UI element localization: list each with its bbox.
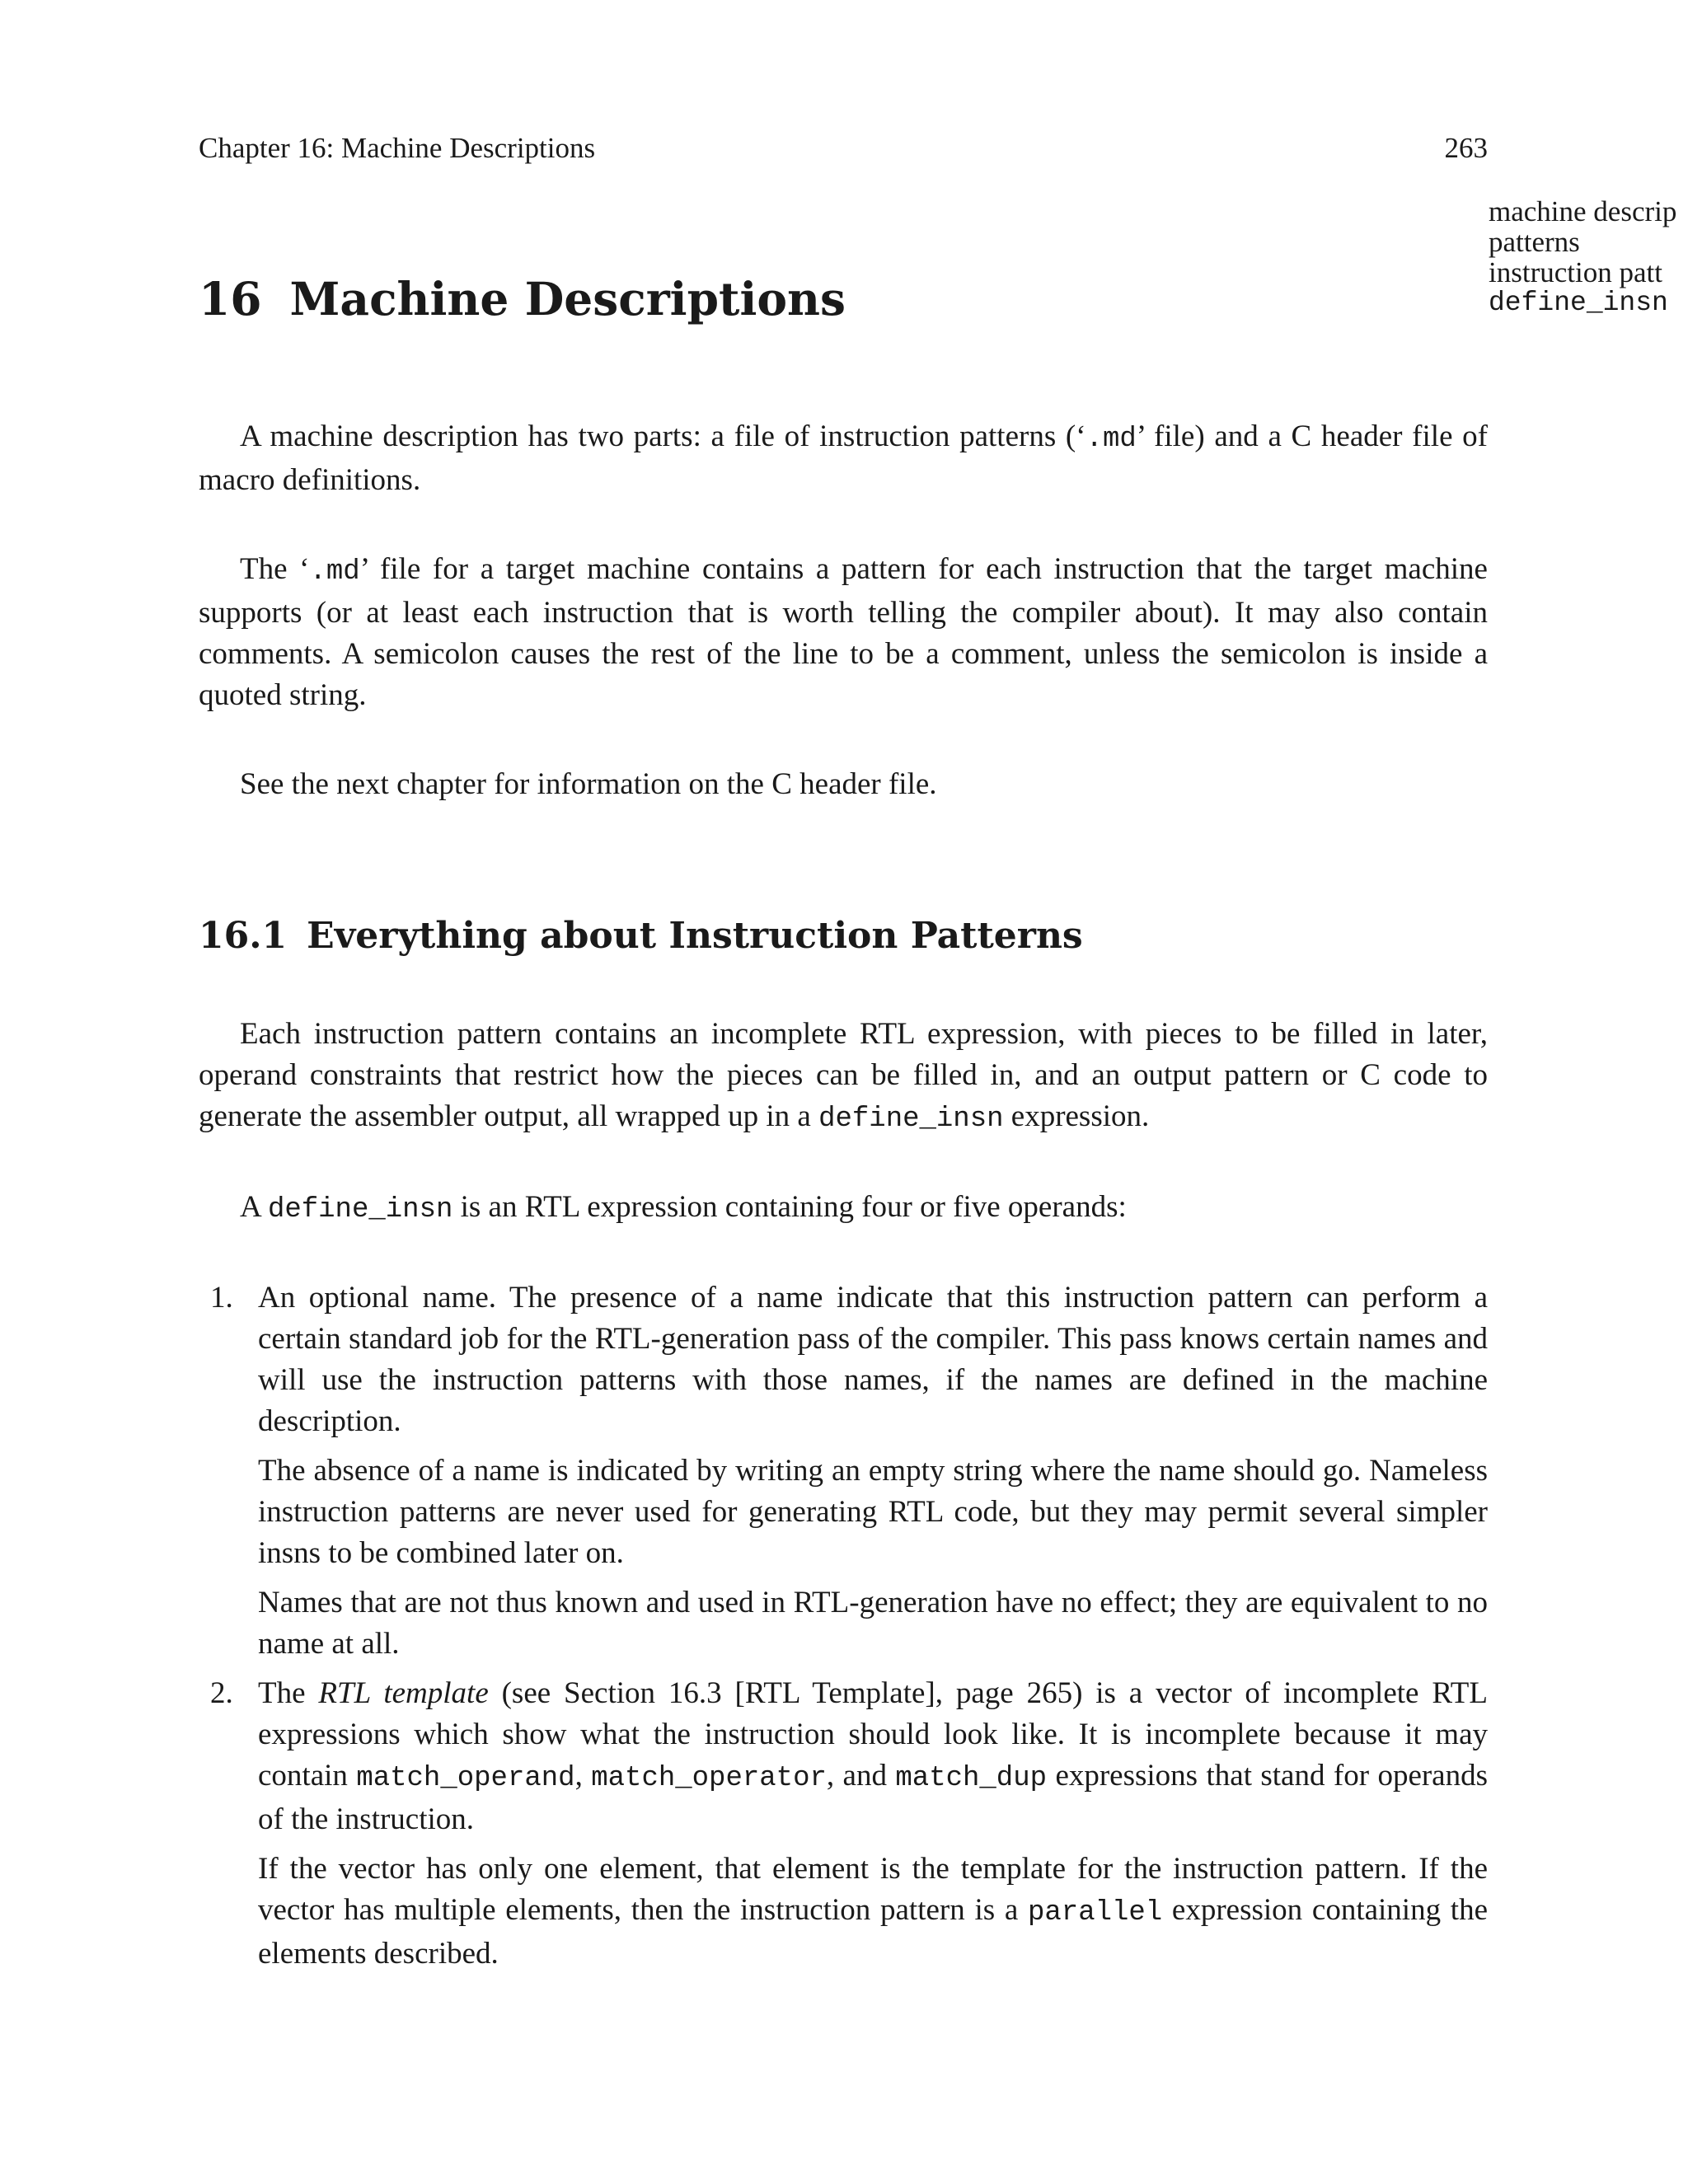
text-run: , and xyxy=(826,1759,896,1793)
list-item xyxy=(199,1673,1488,1975)
code-md: .md xyxy=(309,556,360,588)
text-run: Each instruction pattern contains an incomplete RTL expression, with pieces to be filled in later, operand constraints that restrict how the pieces can be filled in, and an output pattern or C code to generate the assembler output, all wrapped up in a xyxy=(199,1017,1488,1133)
text-run: is an RTL expression containing four or five operands: xyxy=(452,1190,1127,1224)
operand-list xyxy=(199,1277,1488,1983)
text-run: expression containing the elements described. xyxy=(258,1893,1488,1971)
list-item-paragraph: An optional name. The presence of a name indicate that this instruction pattern can perform a certain standard job for the RTL-generation pass of the compiler. This pass knows certain names and will use the instruction patterns with those names, if the names are defined in the machine description. xyxy=(258,1281,1488,1438)
list-item-paragraph: Names that are not thus known and used in RTL-generation have no effect; they are equivalent to no name at all. xyxy=(258,1586,1488,1661)
section-number: 16.1 xyxy=(199,915,288,957)
text-run: expressions that stand for operands of the instruction. xyxy=(258,1759,1489,1836)
section-paragraph-2 xyxy=(199,1187,1488,1230)
intro-paragraph-3: See the next chapter for information on the C header file. xyxy=(240,767,937,801)
text-run: ’ file) and a C header file of macro definitions. xyxy=(199,419,1488,497)
running-header xyxy=(199,132,1488,170)
text-run: The xyxy=(258,1676,319,1710)
text-run: If the vector has only one element, that element is the template for the instruction pattern. If the vector has multiple elements, then the instruction pattern is a xyxy=(258,1852,1488,1927)
code-define-insn: define_insn xyxy=(818,1104,1004,1135)
text-run: expression. xyxy=(1003,1099,1150,1133)
list-marker: 1. xyxy=(210,1281,233,1315)
margin-index-entry: machine descrip xyxy=(1489,196,1677,227)
text-run: A machine description has two parts: a file of instruction patterns (‘ xyxy=(240,419,1086,453)
list-item-paragraph: The absence of a name is indicated by writing an empty string where the name should go. Nameless instruction patterns are never used for generating RTL code, but they may permit several simpler insns to be combined later on. xyxy=(258,1454,1488,1570)
chapter-title xyxy=(199,272,846,326)
code-parallel: parallel xyxy=(1027,1897,1163,1929)
text-run: , xyxy=(574,1759,592,1793)
code-match-dup: match_dup xyxy=(895,1763,1048,1794)
page-number: 263 xyxy=(1444,132,1488,164)
chapter-title-text: Machine Descriptions xyxy=(289,272,846,326)
text-run: The ‘ xyxy=(240,552,310,586)
list-item-paragraph xyxy=(258,1673,1488,1840)
section-title-text: Everything about Instruction Patterns xyxy=(307,915,1083,957)
header-chapter: Chapter 16: Machine Descriptions xyxy=(199,132,596,164)
list-marker: 2. xyxy=(210,1676,233,1710)
code-match-operand: match_operand xyxy=(356,1763,575,1794)
margin-index-entry: instruction patt xyxy=(1489,256,1662,288)
margin-index-entries xyxy=(1489,196,1688,318)
code-match-operator: match_operator xyxy=(591,1763,827,1794)
list-item-paragraph xyxy=(258,1849,1488,1975)
code-md: .md xyxy=(1085,424,1137,455)
margin-index-entry: patterns xyxy=(1489,226,1580,258)
section-title xyxy=(199,915,1083,957)
intro-paragraph-1 xyxy=(199,416,1488,501)
text-run: A xyxy=(240,1190,268,1224)
chapter-number: 16 xyxy=(199,272,262,326)
code-define-insn: define_insn xyxy=(267,1194,453,1226)
emphasis-rtl-template: RTL template xyxy=(318,1676,489,1710)
text-run: ’ file for a target machine contains a pattern for each instruction that the target machine supports (or at least each instruction that is worth telling the compiler about). It may also contain comments. A semicolon causes the rest of the line to be a comment, unless the semicolon is inside a quoted string. xyxy=(199,552,1488,712)
margin-index-entry: define_insn xyxy=(1489,288,1668,318)
section-paragraph-1 xyxy=(199,1014,1488,1140)
list-item xyxy=(199,1277,1488,1665)
intro-paragraph-2 xyxy=(199,549,1488,716)
text-run: (see Section 16.3 [RTL Template], page 265) is a vector of incomplete RTL expressions which show what the instruction should look like. It is incomplete because it may contain xyxy=(258,1676,1488,1793)
